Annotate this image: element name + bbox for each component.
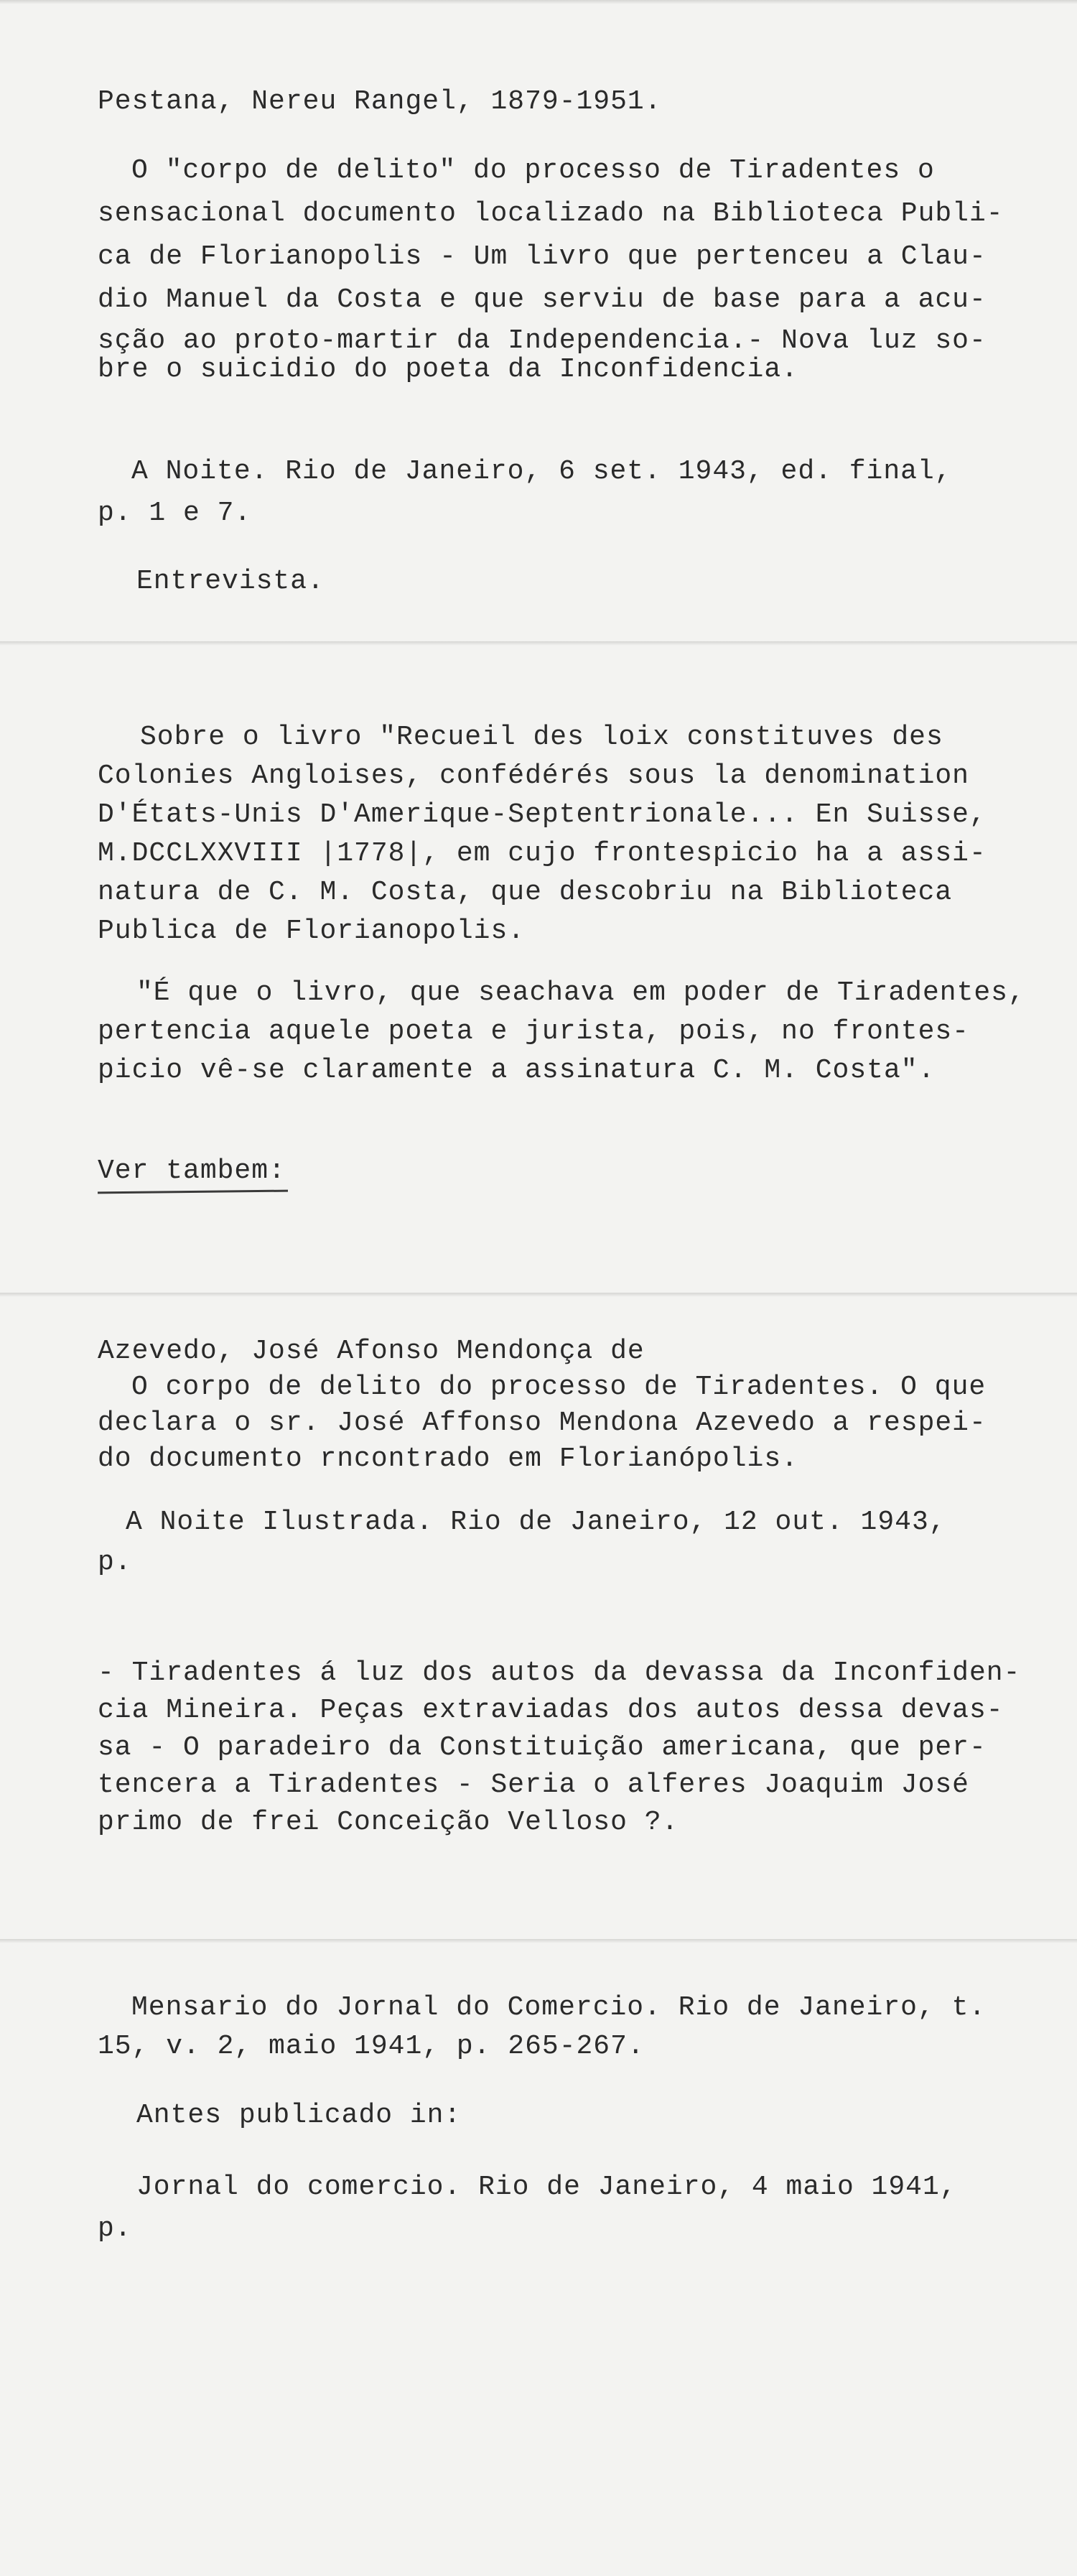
card3-line: primo de frei Conceição Velloso ?. bbox=[98, 1807, 679, 1838]
card2-line: Sobre o livro "Recueil des loix constituves des bbox=[140, 722, 943, 753]
catalog-card-1 bbox=[0, 0, 1077, 641]
card2-line: natura de C. M. Costa, que descobriu na Biblioteca bbox=[98, 877, 953, 908]
card3-line: tencera a Tiradentes - Seria o alferes Joaquim José bbox=[98, 1770, 969, 1800]
see-also-underline bbox=[98, 1190, 288, 1194]
card1-citation: A Noite. Rio de Janeiro, 6 set. 1943, ed. final, bbox=[131, 456, 952, 487]
card1-heading: Pestana, Nereu Rangel, 1879-1951. bbox=[98, 86, 662, 117]
card1-line: sensacional documento localizado na Biblioteca Publi- bbox=[98, 198, 1004, 229]
card1-line: O "corpo de delito" do processo de Tiradentes o bbox=[131, 155, 935, 186]
card2-quote: picio vê-se claramente a assinatura C. M. Costa". bbox=[98, 1055, 936, 1086]
card2-line: Publica de Florianopolis. bbox=[98, 916, 526, 947]
card3-line: sa - O paradeiro da Constituição americana, que per- bbox=[98, 1732, 987, 1763]
card1-citation-page: p. 1 e 7. bbox=[98, 498, 252, 529]
card3-citation-page: p. bbox=[98, 1547, 132, 1578]
card2-line: D'États-Unis D'Amerique-Septentrionale... En Suisse, bbox=[98, 799, 987, 830]
card4-citation: 15, v. 2, maio 1941, p. 265-267. bbox=[98, 2031, 645, 2062]
card4-note: Antes publicado in: bbox=[136, 2100, 462, 2131]
card3-line: O corpo de delito do processo de Tiradentes. O que bbox=[131, 1372, 987, 1403]
card2-see-also: Ver tambem: bbox=[98, 1156, 286, 1186]
card4-citation: Mensario do Jornal do Comercio. Rio de Janeiro, t. bbox=[131, 1992, 987, 2023]
card3-citation: A Noite Ilustrada. Rio de Janeiro, 12 out. 1943, bbox=[126, 1507, 946, 1538]
card1-line: bre o suicidio do poeta da Inconfidencia. bbox=[98, 354, 798, 385]
catalog-card-2 bbox=[0, 641, 1077, 1293]
card1-line: ca de Florianopolis - Um livro que pertenceu a Clau- bbox=[98, 241, 987, 272]
card3-line: cia Mineira. Peças extraviadas dos autos dessa devas- bbox=[98, 1695, 1004, 1726]
card1-line: sção ao proto-martir da Independencia.- Nova luz so- bbox=[98, 325, 987, 356]
card3-line: do documento rncontrado em Florianópolis. bbox=[98, 1443, 798, 1474]
card1-line: dio Manuel da Costa e que serviu de base para a acu- bbox=[98, 284, 987, 315]
card2-line: M.DCCLXXVIII |1778|, em cujo frontespicio ha a assi- bbox=[98, 838, 987, 869]
card4-citation: Jornal do comercio. Rio de Janeiro, 4 maio 1941, bbox=[136, 2172, 957, 2203]
card2-quote: "É que o livro, que seachava em poder de Tiradentes, bbox=[136, 977, 1025, 1008]
card1-note: Entrevista. bbox=[136, 566, 325, 597]
card4-citation-page: p. bbox=[98, 2213, 132, 2244]
card3-heading: Azevedo, José Afonso Mendonça de bbox=[98, 1336, 645, 1367]
card3-line: declara o sr. José Affonso Mendona Azevedo a respei- bbox=[98, 1408, 987, 1438]
card2-line: Colonies Angloises, confédérés sous la denomination bbox=[98, 761, 969, 791]
catalog-card-3 bbox=[0, 1293, 1077, 1939]
card3-line: - Tiradentes á luz dos autos da devassa da Inconfiden- bbox=[98, 1657, 1021, 1688]
catalog-card-4 bbox=[0, 1939, 1077, 2576]
card2-quote: pertencia aquele poeta e jurista, pois, no frontes- bbox=[98, 1016, 969, 1047]
